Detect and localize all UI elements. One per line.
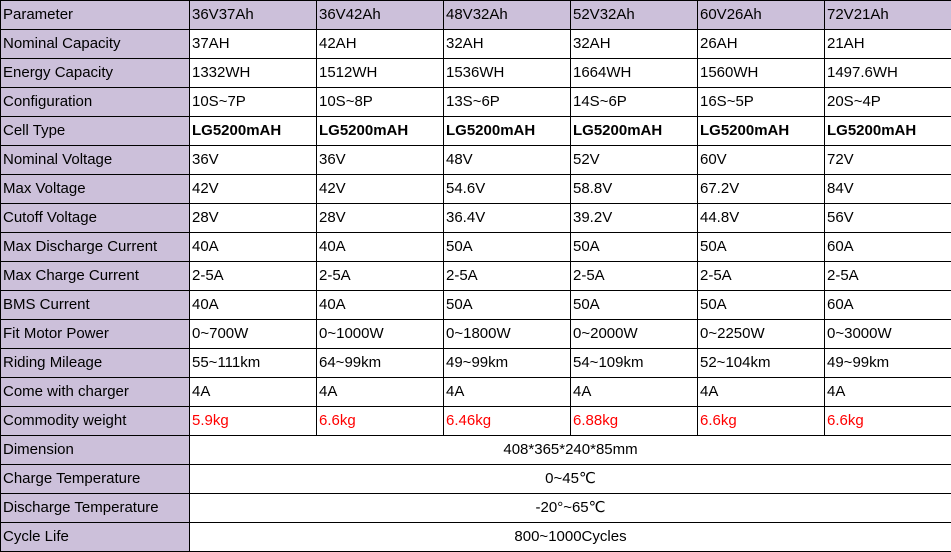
row-value: 36V (190, 146, 317, 175)
row-value: 0~1800W (444, 320, 571, 349)
row-label: BMS Current (1, 291, 190, 320)
row-value: 37AH (190, 30, 317, 59)
row-value: 16S~5P (698, 88, 825, 117)
row-value: 0~700W (190, 320, 317, 349)
table-row (1, 30, 951, 59)
row-value: LG5200mAH (190, 117, 317, 146)
row-value: 1560WH (698, 59, 825, 88)
row-value: 2-5A (825, 262, 951, 291)
row-value: 84V (825, 175, 951, 204)
row-value: 2-5A (190, 262, 317, 291)
row-label: Max Discharge Current (1, 233, 190, 262)
table-row (1, 117, 951, 146)
row-value: 54~109km (571, 349, 698, 378)
row-label: Come with charger (1, 378, 190, 407)
row-value: LG5200mAH (571, 117, 698, 146)
header-cell: 72V21Ah (825, 1, 951, 30)
row-label: Cycle Life (1, 523, 190, 552)
row-value: 52~104km (698, 349, 825, 378)
row-value: 13S~6P (444, 88, 571, 117)
row-value: 55~111km (190, 349, 317, 378)
header-cell: Parameter (1, 1, 190, 30)
row-label: Energy Capacity (1, 59, 190, 88)
row-value: 50A (444, 291, 571, 320)
merged-value: -20°~65℃ (190, 494, 951, 523)
row-value: 28V (317, 204, 444, 233)
row-label: Nominal Voltage (1, 146, 190, 175)
row-value: 49~99km (825, 349, 951, 378)
row-value: 0~3000W (825, 320, 951, 349)
row-value: LG5200mAH (317, 117, 444, 146)
table-row (1, 204, 951, 233)
table-row (1, 494, 951, 523)
row-value: 64~99km (317, 349, 444, 378)
row-value: 42AH (317, 30, 444, 59)
table-row (1, 465, 951, 494)
row-value: 4A (698, 378, 825, 407)
row-value: 54.6V (444, 175, 571, 204)
row-label: Cutoff Voltage (1, 204, 190, 233)
row-value: 40A (317, 291, 444, 320)
row-value: 4A (825, 378, 951, 407)
row-value: 6.88kg (571, 407, 698, 436)
table-row (1, 349, 951, 378)
row-value: 2-5A (698, 262, 825, 291)
table-row (1, 59, 951, 88)
row-value: 2-5A (571, 262, 698, 291)
row-value: 42V (317, 175, 444, 204)
row-value: 56V (825, 204, 951, 233)
row-value: 10S~7P (190, 88, 317, 117)
row-value: 39.2V (571, 204, 698, 233)
row-value: 32AH (571, 30, 698, 59)
merged-value: 800~1000Cycles (190, 523, 951, 552)
row-label: Nominal Capacity (1, 30, 190, 59)
row-value: 48V (444, 146, 571, 175)
row-value: 1536WH (444, 59, 571, 88)
row-label: Discharge Temperature (1, 494, 190, 523)
merged-value: 0~45℃ (190, 465, 951, 494)
row-value: 36.4V (444, 204, 571, 233)
spec-table-body (1, 1, 951, 552)
row-value: 72V (825, 146, 951, 175)
row-value: 42V (190, 175, 317, 204)
row-value: 6.46kg (444, 407, 571, 436)
row-label: Max Voltage (1, 175, 190, 204)
table-row (1, 407, 951, 436)
row-value: 1664WH (571, 59, 698, 88)
table-row (1, 262, 951, 291)
row-value: 52V (571, 146, 698, 175)
table-row (1, 320, 951, 349)
row-label: Fit Motor Power (1, 320, 190, 349)
row-value: 40A (317, 233, 444, 262)
row-value: LG5200mAH (825, 117, 951, 146)
header-cell: 60V26Ah (698, 1, 825, 30)
row-value: 1497.6WH (825, 59, 951, 88)
row-value: 40A (190, 291, 317, 320)
row-value: 2-5A (444, 262, 571, 291)
row-value: 4A (444, 378, 571, 407)
row-value: LG5200mAH (444, 117, 571, 146)
row-value: 26AH (698, 30, 825, 59)
table-row (1, 233, 951, 262)
row-label: Dimension (1, 436, 190, 465)
row-value: 50A (571, 233, 698, 262)
row-value: 67.2V (698, 175, 825, 204)
row-label: Configuration (1, 88, 190, 117)
row-value: 1332WH (190, 59, 317, 88)
row-value: 49~99km (444, 349, 571, 378)
table-row (1, 88, 951, 117)
header-cell: 48V32Ah (444, 1, 571, 30)
row-value: 60A (825, 291, 951, 320)
row-label: Commodity weight (1, 407, 190, 436)
row-value: 21AH (825, 30, 951, 59)
table-row (1, 175, 951, 204)
table-row (1, 146, 951, 175)
row-value: 50A (571, 291, 698, 320)
row-label: Riding Mileage (1, 349, 190, 378)
row-value: 50A (698, 291, 825, 320)
row-value: 32AH (444, 30, 571, 59)
row-value: 4A (571, 378, 698, 407)
row-value: 10S~8P (317, 88, 444, 117)
header-row (1, 1, 951, 30)
row-value: 6.6kg (698, 407, 825, 436)
row-value: 6.6kg (317, 407, 444, 436)
row-value: 2-5A (317, 262, 444, 291)
table-row (1, 378, 951, 407)
row-value: 1512WH (317, 59, 444, 88)
row-value: LG5200mAH (698, 117, 825, 146)
row-value: 0~2000W (571, 320, 698, 349)
row-value: 40A (190, 233, 317, 262)
table-row (1, 291, 951, 320)
table-row (1, 436, 951, 465)
header-cell: 52V32Ah (571, 1, 698, 30)
row-value: 14S~6P (571, 88, 698, 117)
row-value: 36V (317, 146, 444, 175)
row-value: 6.6kg (825, 407, 951, 436)
row-label: Cell Type (1, 117, 190, 146)
row-value: 60V (698, 146, 825, 175)
row-value: 60A (825, 233, 951, 262)
row-value: 20S~4P (825, 88, 951, 117)
row-value: 4A (190, 378, 317, 407)
merged-value: 408*365*240*85mm (190, 436, 951, 465)
row-value: 58.8V (571, 175, 698, 204)
row-value: 50A (444, 233, 571, 262)
row-value: 5.9kg (190, 407, 317, 436)
header-cell: 36V37Ah (190, 1, 317, 30)
row-value: 44.8V (698, 204, 825, 233)
header-cell: 36V42Ah (317, 1, 444, 30)
row-label: Charge Temperature (1, 465, 190, 494)
row-label: Max Charge Current (1, 262, 190, 291)
row-value: 28V (190, 204, 317, 233)
row-value: 50A (698, 233, 825, 262)
table-row (1, 523, 951, 552)
row-value: 0~1000W (317, 320, 444, 349)
row-value: 0~2250W (698, 320, 825, 349)
row-value: 4A (317, 378, 444, 407)
